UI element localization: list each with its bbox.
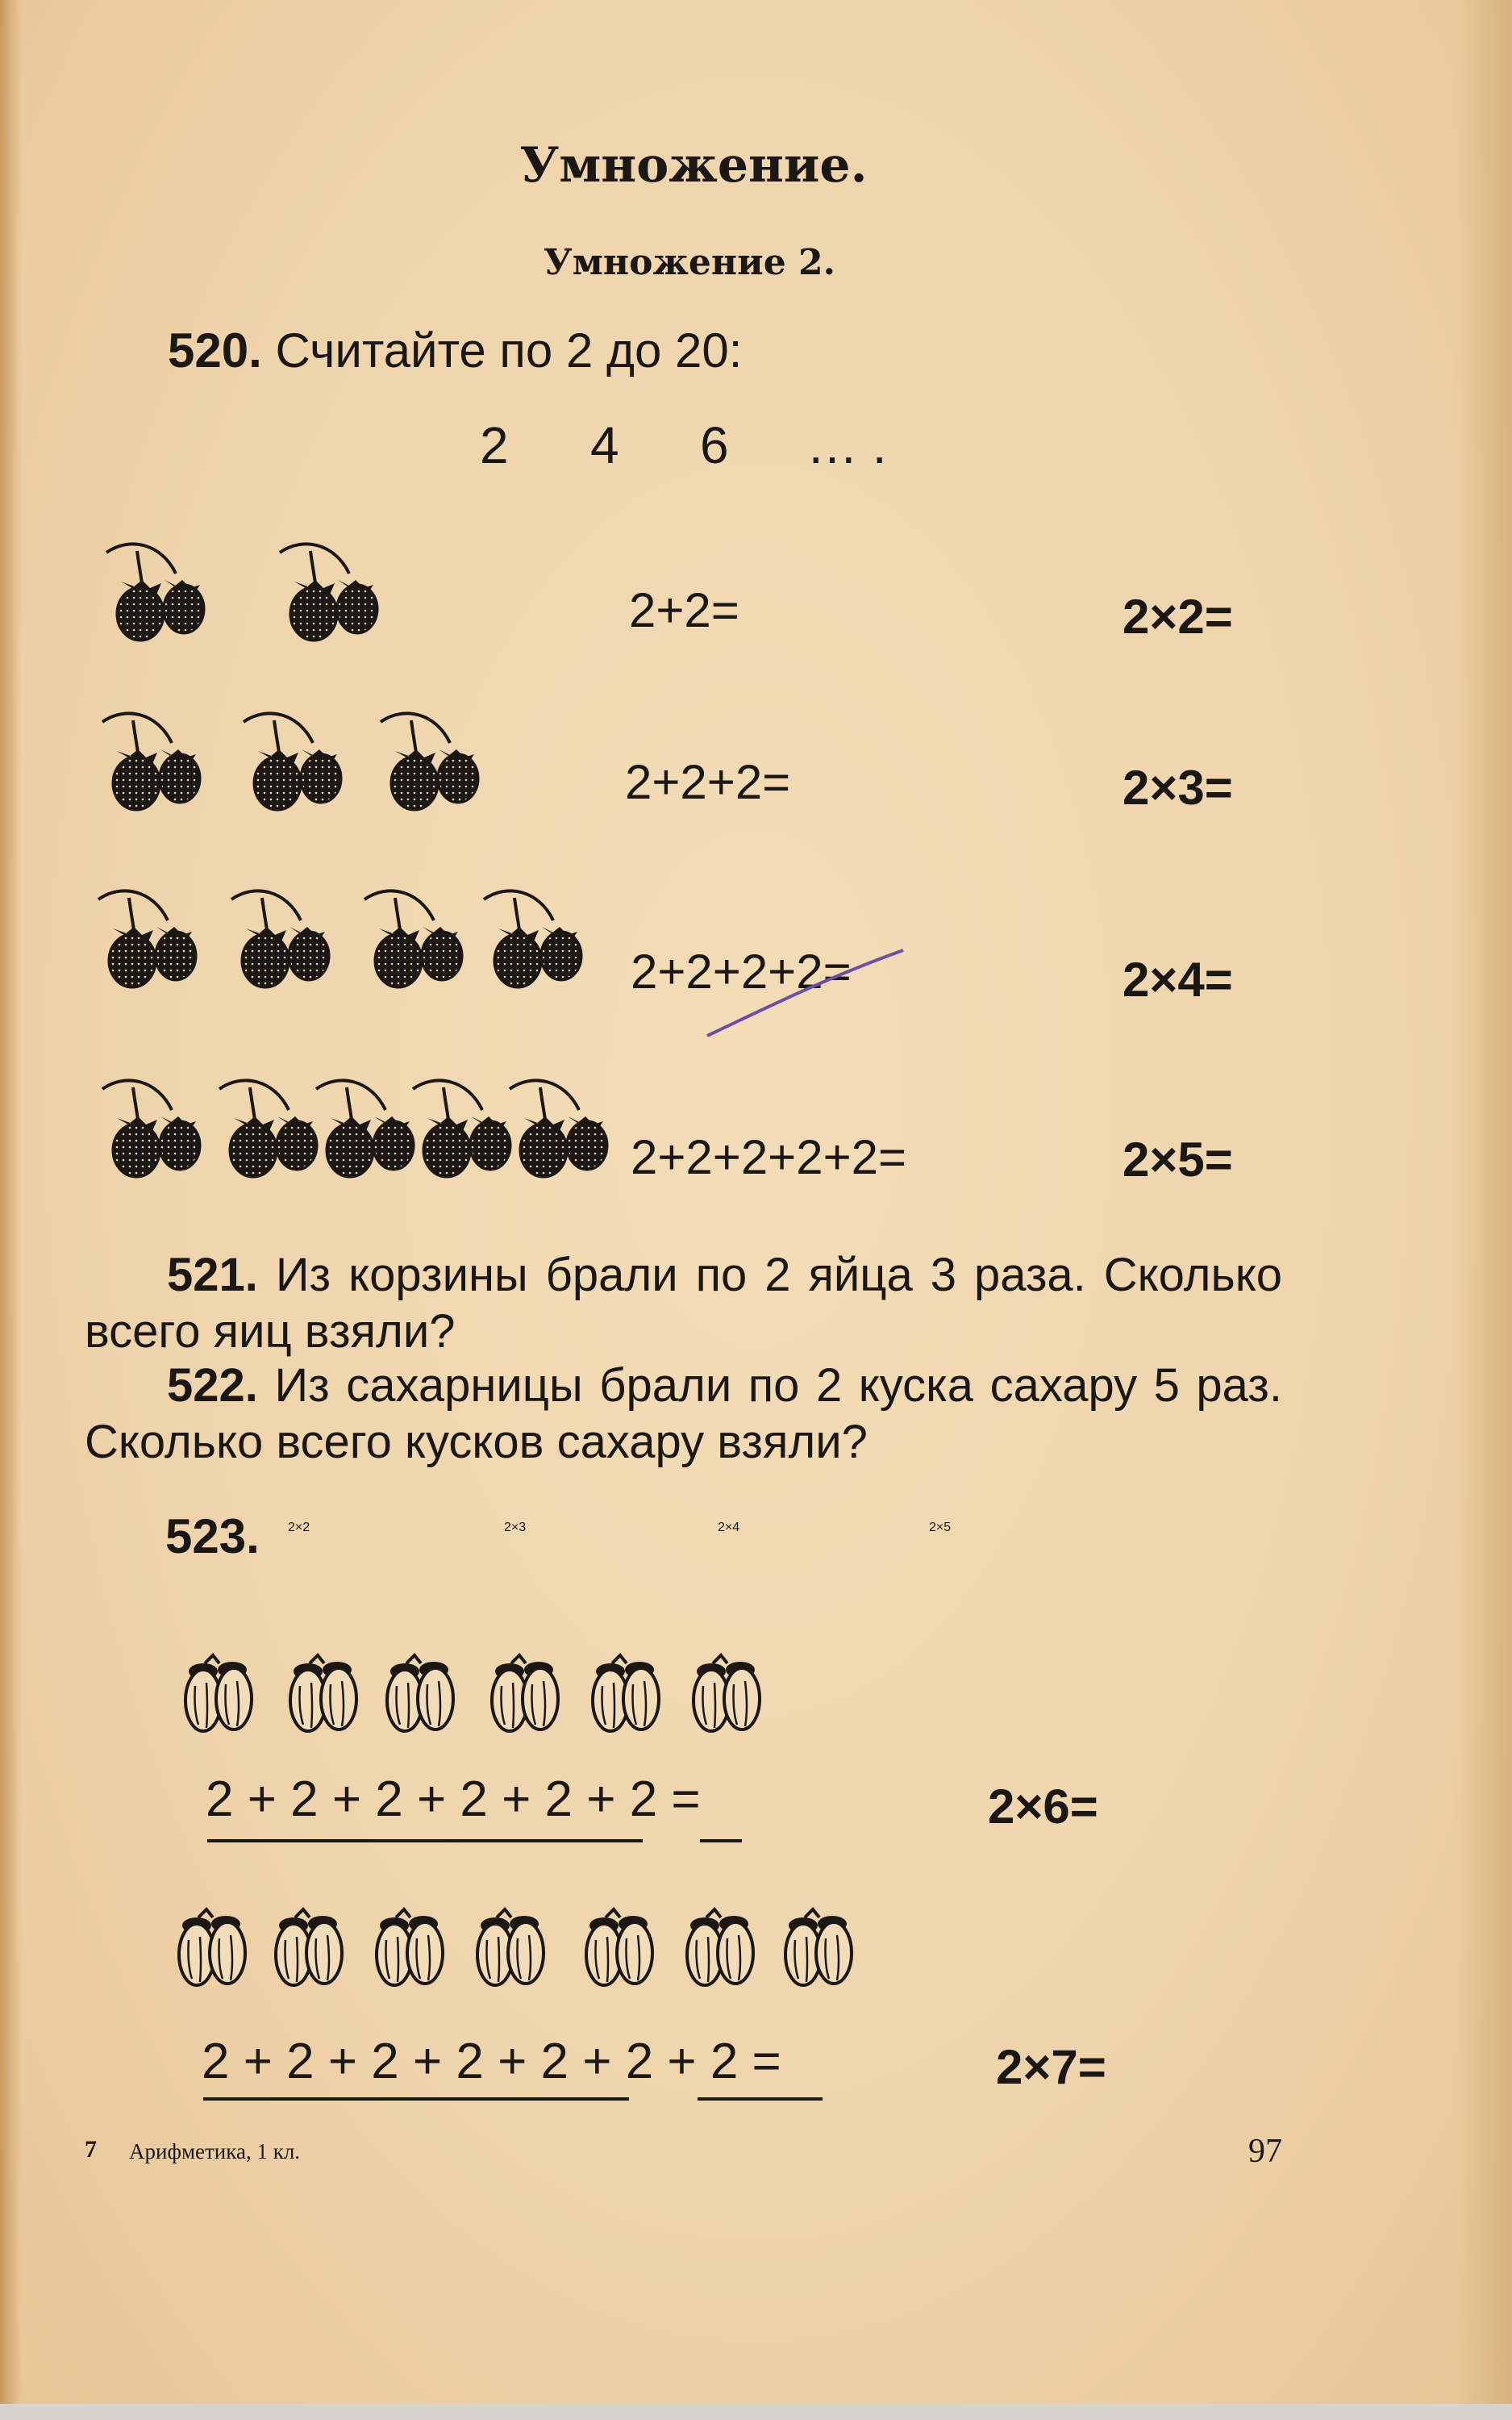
product-row-4: 2×5= xyxy=(1123,1133,1233,1187)
page-bottom-edge xyxy=(0,2404,1512,2420)
sequence-item: 6 xyxy=(700,416,729,474)
exercise-item: 2×2 xyxy=(288,1521,310,1534)
strawberry-pair-icon xyxy=(280,544,377,640)
sum-row-2: 2+2+2= xyxy=(625,755,791,809)
acorn-row-2 xyxy=(177,1908,871,2005)
acorn-pair-icon xyxy=(492,1655,558,1731)
sequence-item: 4 xyxy=(590,416,619,474)
task-522-text: Из сахарницы брали по 2 куска сахару 5 раз. Сколько всего кусков сахару взяли? xyxy=(85,1359,1282,1468)
task-520-text: Считайте по 2 до 20: xyxy=(275,323,743,378)
task-520 xyxy=(168,323,742,378)
task-521-number: 521. xyxy=(167,1249,258,1301)
strawberry-pair-icon xyxy=(231,891,329,987)
book-title: Арифметика, 1 кл. xyxy=(129,2139,301,2163)
acorn-pair-icon xyxy=(593,1655,659,1731)
task-521 xyxy=(85,1247,1282,1360)
sum-row-4: 2+2+2+2+2= xyxy=(631,1130,907,1184)
strawberry-pair-icon xyxy=(102,1080,200,1177)
acorn-pair-icon xyxy=(477,1909,544,1985)
task-521-text: Из корзины брали по 2 яйца 3 раза. Сколько всего яиц взяли? xyxy=(85,1249,1282,1358)
acorn-pair-icon xyxy=(387,1655,453,1731)
acorn-sum-2: 2 + 2 + 2 + 2 + 2 + 2 + 2 = xyxy=(202,2034,781,2089)
acorn-pair-icon xyxy=(586,1909,652,1985)
strawberry-pair-icon xyxy=(98,891,196,987)
sequence-item: … . xyxy=(806,416,887,474)
acorn-pair-icon xyxy=(185,1655,252,1731)
task-523 xyxy=(165,1508,260,1564)
page-number: 97 xyxy=(1248,2133,1282,2170)
strawberry-pair-icon xyxy=(510,1080,607,1177)
strawberry-pair-icon xyxy=(106,544,204,640)
berry-row-4 xyxy=(101,1073,617,1186)
underline xyxy=(698,2097,823,2101)
acorn-pair-icon xyxy=(276,1909,342,1985)
strawberry-pair-icon xyxy=(244,713,341,810)
sum-row-1: 2+2= xyxy=(629,583,739,637)
product-row-1: 2×2= xyxy=(1123,590,1233,644)
acorn-pair-icon xyxy=(694,1655,760,1731)
acorn-sum-1: 2 + 2 + 2 + 2 + 2 + 2 = xyxy=(206,1771,701,1827)
acorn-pair-icon xyxy=(377,1909,443,1985)
strawberry-pair-icon xyxy=(413,1080,510,1177)
underline xyxy=(203,2097,629,2101)
acorn-pair-icon xyxy=(687,1909,753,1985)
pencil-mark xyxy=(706,945,915,1042)
page-left-edge xyxy=(0,0,21,2420)
berry-row-2 xyxy=(101,706,520,811)
acorn-pair-icon xyxy=(785,1909,852,1985)
strawberry-pair-icon xyxy=(484,891,581,987)
task-520-number: 520. xyxy=(168,323,262,378)
berry-row-3 xyxy=(97,883,613,996)
product-row-3: 2×4= xyxy=(1123,953,1233,1007)
task-522-number: 522. xyxy=(167,1359,258,1412)
signature-mark: 7 xyxy=(85,2136,97,2163)
acorn-product-1: 2×6= xyxy=(988,1780,1098,1834)
acorn-product-2: 2×7= xyxy=(996,2040,1106,2094)
acorn-pair-icon xyxy=(179,1909,245,1985)
exercise-item: 2×3 xyxy=(504,1521,527,1534)
task-523-number: 523. xyxy=(165,1509,260,1563)
strawberry-pair-icon xyxy=(219,1080,317,1177)
sequence-item: 2 xyxy=(480,416,509,474)
section-title: Умножение 2. xyxy=(544,242,835,283)
product-row-2: 2×3= xyxy=(1123,761,1233,815)
acorn-pair-icon xyxy=(290,1655,356,1731)
exercise-item: 2×4 xyxy=(718,1521,740,1534)
berry-row-1 xyxy=(105,536,419,641)
strawberry-pair-icon xyxy=(381,713,478,810)
page-title: Умножение. xyxy=(519,137,868,194)
page-right-edge xyxy=(1456,0,1512,2420)
acorn-row-1 xyxy=(184,1654,797,1750)
underline xyxy=(700,1839,742,1842)
exercise-item: 2×5 xyxy=(929,1521,952,1534)
strawberry-pair-icon xyxy=(102,713,200,810)
underline xyxy=(207,1839,643,1842)
strawberry-pair-icon xyxy=(316,1080,414,1177)
strawberry-pair-icon xyxy=(364,891,462,987)
sum-row-3: 2+2+2+2= xyxy=(631,945,852,999)
task-522 xyxy=(85,1358,1282,1471)
